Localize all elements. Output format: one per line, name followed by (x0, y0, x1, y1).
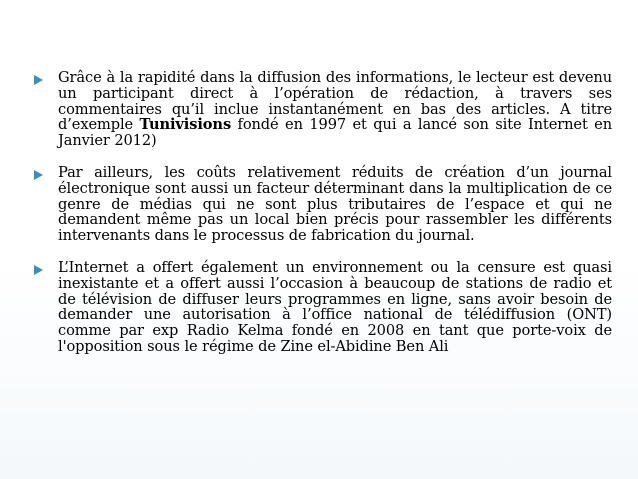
triangle-bullet-icon (34, 170, 43, 180)
bullet-text-1 (58, 70, 612, 149)
bullet-item-1 (12, 70, 612, 149)
bullet-item-3 (12, 260, 612, 355)
bullet-1-bold-term: Tunivisions (139, 116, 232, 134)
bullet-1-text-before: Grâce à la rapidité dans la diffusion des informations, le lecteur est devenu un participant direct à l’opération de rédaction, à travers ses commentaires qu’il inclue instantanément en bas des articles. A titre d’exemple (58, 69, 612, 134)
bullet-text-2: Par ailleurs, les coûts relativement réduits de création d’un journal électronique sont aussi un facteur déterminant dans la multiplication de ce genre de médias qui ne sont plus tributaires de l’espace et qui ne demandent même pas un local bien précis pour rassembler les différents intervenants dans le processus de fabrication du journal. (58, 163, 612, 245)
bullet-list (12, 70, 612, 371)
bullet-1-text-after: fondé en 1997 et qui a lancé son site Internet en Janvier 2012) (58, 116, 612, 150)
triangle-bullet-icon (34, 75, 43, 85)
triangle-bullet-icon (34, 265, 43, 275)
bullet-item-2 (12, 165, 612, 244)
bullet-text-3: L’Internet a offert également un environnement ou la censure est quasi inexistante et a offert aussi l’occasion à beaucoup de stations de radio et de télévision de diffuser leurs programmes en ligne, sans avoir besoin de demander une autorisation à l’office national de télédiffusion (ONT) comme par exp Radio Kelma fondé en 2008 en tant que porte-voix de l'opposition sous le régime de Zine el-Abidine Ben Ali (58, 258, 612, 355)
